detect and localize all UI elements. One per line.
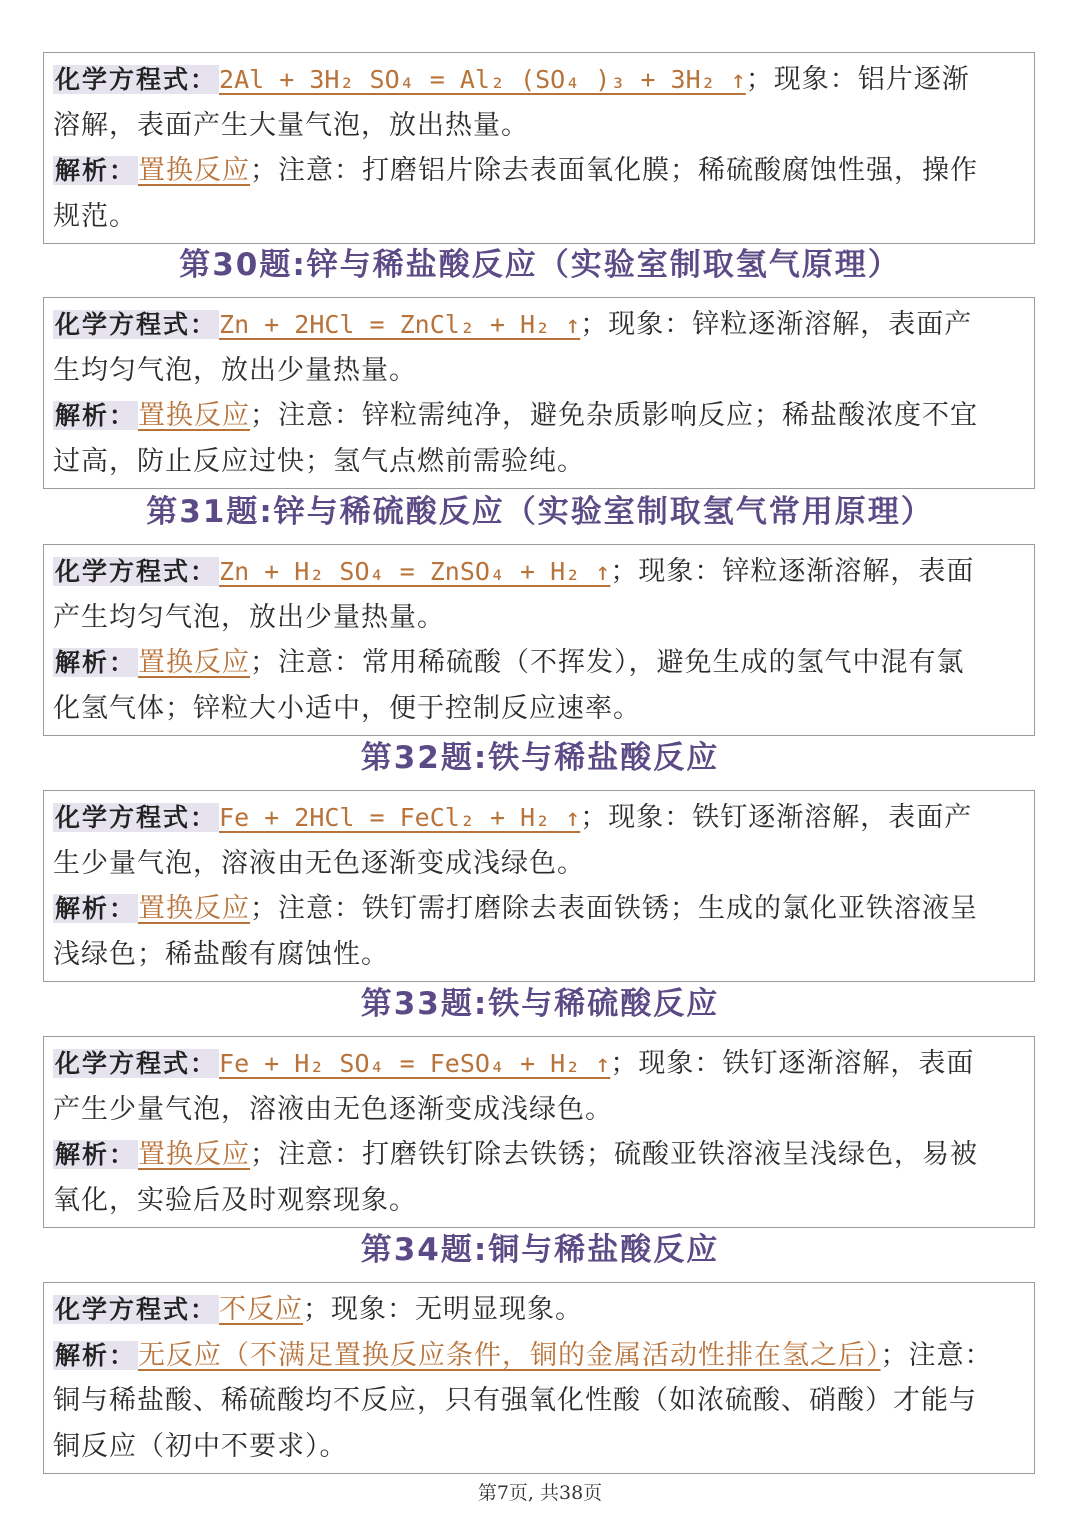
text-line: 产生少量气泡，溶液由无色逐渐变成浅绿色。: [53, 1093, 613, 1125]
text-line: 生少量气泡，溶液由无色逐渐变成浅绿色。: [53, 847, 585, 879]
reaction-type: 置换反应: [138, 893, 251, 924]
equation: Fe + H₂ SO₄ = FeSO₄ + H₂ ↑: [219, 1049, 611, 1078]
equation-line: [53, 1287, 1024, 1333]
analysis-line: [53, 1132, 1024, 1178]
analysis-label: 解析：: [55, 401, 137, 430]
text-line: 化氢气体；锌粒大小适中，便于控制反应速率。: [53, 692, 641, 724]
equation-line: [53, 1041, 1024, 1087]
reaction-type: 置换反应: [138, 400, 251, 431]
question-heading-32: 第32题:铁与稀盐酸反应: [360, 740, 720, 776]
question-heading-30: 第30题:锌与稀盐酸反应（实验室制取氢气原理）: [179, 247, 901, 283]
phenomenon-text: ；现象：铁钉逐渐溶解，表面: [610, 1048, 975, 1079]
reaction-box-29: [43, 52, 1035, 244]
equation-label: 化学方程式：: [55, 557, 218, 586]
note-text: ；注意：打磨铝片除去表面氧化膜；稀硫酸腐蚀性强，操作: [250, 155, 979, 186]
text-line: 生均匀气泡，放出少量热量。: [53, 354, 417, 386]
analysis-label: 解析：: [55, 1140, 137, 1169]
reaction-type: 无反应（不满足置换反应条件，铜的金属活动性排在氢之后）: [138, 1339, 881, 1371]
analysis-label: 解析：: [55, 894, 137, 923]
phenomenon-text: ；现象：锌粒逐渐溶解，表面产: [580, 309, 973, 340]
analysis-label: 解析：: [55, 1340, 137, 1370]
phenomenon-text: ；现象：铝片逐渐: [745, 64, 970, 95]
reaction-type: 置换反应: [138, 1139, 251, 1170]
question-heading-34: 第34题:铜与稀盐酸反应: [360, 1232, 720, 1268]
analysis-line: [53, 393, 1024, 439]
phenomenon-text: ；现象：铁钉逐渐溶解，表面产: [580, 802, 973, 833]
text-line: 氧化，实验后及时观察现象。: [53, 1184, 417, 1216]
note-text: ；注意：锌粒需纯净，避免杂质影响反应；稀盐酸浓度不宜: [250, 400, 979, 431]
text-line: 铜与稀盐酸、稀硫酸均不反应，只有强氧化性酸（如浓硫酸、硝酸）才能与: [53, 1385, 977, 1416]
note-text: ；注意：: [880, 1339, 993, 1371]
equation-label: 化学方程式：: [55, 65, 218, 94]
equation: 不反应: [219, 1294, 304, 1325]
reaction-box-34: [43, 1282, 1035, 1474]
phenomenon-text: ；现象：无明显现象。: [303, 1294, 584, 1325]
equation: Zn + 2HCl = ZnCl₂ + H₂ ↑: [219, 310, 581, 339]
equation-line: [53, 795, 1024, 841]
equation-label: 化学方程式：: [55, 803, 218, 832]
text-line: 溶解，表面产生大量气泡，放出热量。: [53, 109, 529, 141]
reaction-box-30: [43, 297, 1035, 489]
question-heading-31: 第31题:锌与稀硫酸反应（实验室制取氢气常用原理）: [146, 494, 934, 530]
note-text: ；注意：常用稀硫酸（不挥发），避免生成的氢气中混有氯: [250, 647, 965, 678]
text-line: 铜反应（初中不要求）。: [53, 1430, 348, 1462]
analysis-line: [53, 148, 1024, 194]
text-line: 规范。: [53, 200, 137, 232]
reaction-box-33: [43, 1036, 1035, 1228]
equation-label: 化学方程式：: [55, 1049, 218, 1078]
equation-line: [53, 302, 1024, 348]
reaction-type: 置换反应: [138, 155, 251, 186]
reaction-box-32: [43, 790, 1035, 982]
reaction-type: 置换反应: [138, 647, 251, 678]
analysis-line: [53, 640, 1024, 686]
analysis-line: [53, 886, 1024, 932]
equation: Zn + H₂ SO₄ = ZnSO₄ + H₂ ↑: [219, 557, 611, 586]
equation-label: 化学方程式：: [55, 310, 218, 339]
equation-line: [53, 549, 1024, 595]
phenomenon-text: ；现象：锌粒逐渐溶解，表面: [610, 556, 975, 587]
text-line: 过高，防止反应过快；氢气点燃前需验纯。: [53, 445, 585, 477]
analysis-label: 解析：: [55, 156, 137, 185]
equation: 2Al + 3H₂ SO₄ = Al₂ (SO₄ )₃ + 3H₂ ↑: [219, 65, 746, 94]
analysis-line: [53, 1333, 1024, 1379]
equation: Fe + 2HCl = FeCl₂ + H₂ ↑: [219, 803, 581, 832]
analysis-label: 解析：: [55, 648, 137, 677]
text-line: 浅绿色；稀盐酸有腐蚀性。: [53, 938, 389, 970]
note-text: ；注意：铁钉需打磨除去表面铁锈；生成的氯化亚铁溶液呈: [250, 893, 979, 924]
page-footer: 第7页, 共38页: [477, 1482, 603, 1504]
reaction-box-31: [43, 544, 1035, 736]
equation-label: 化学方程式：: [55, 1295, 218, 1324]
equation-line: [53, 57, 1024, 103]
question-heading-33: 第33题:铁与稀硫酸反应: [360, 986, 720, 1022]
text-line: 产生均匀气泡，放出少量热量。: [53, 601, 445, 633]
note-text: ；注意：打磨铁钉除去铁锈；硫酸亚铁溶液呈浅绿色，易被: [250, 1139, 979, 1170]
